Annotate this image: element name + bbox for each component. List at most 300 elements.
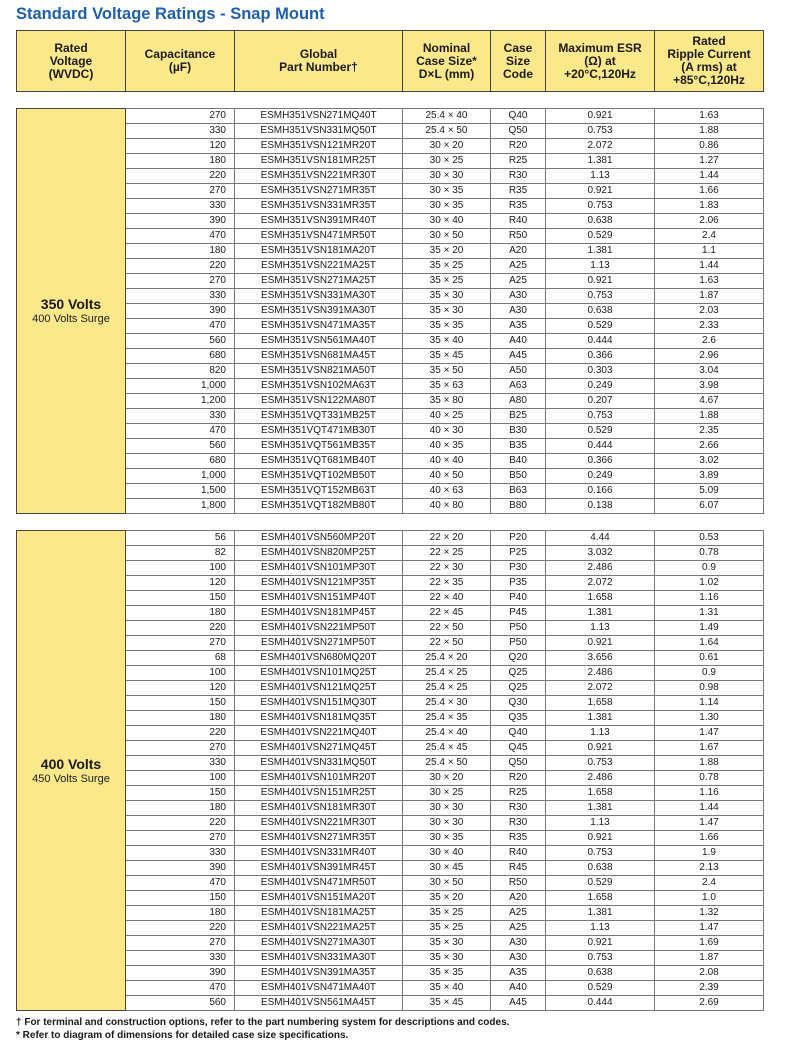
ripple-current-cell: 2.13 bbox=[655, 861, 764, 876]
part-number-cell: ESMH401VSN561MA45T bbox=[235, 996, 403, 1011]
case-code-cell: R45 bbox=[491, 861, 546, 876]
part-number-cell: ESMH351VSN271MA25T bbox=[235, 274, 403, 289]
capacitance-cell: 820 bbox=[126, 364, 235, 379]
case-size-cell: 25.4 × 35 bbox=[403, 711, 491, 726]
case-code-cell: Q50 bbox=[491, 756, 546, 771]
capacitance-cell: 120 bbox=[126, 681, 235, 696]
table-row bbox=[17, 334, 764, 349]
table-row bbox=[17, 666, 764, 681]
capacitance-cell: 270 bbox=[126, 831, 235, 846]
table-row bbox=[17, 756, 764, 771]
case-code-cell: R40 bbox=[491, 846, 546, 861]
case-code-cell: A20 bbox=[491, 891, 546, 906]
part-number-cell: ESMH351VSN391MA30T bbox=[235, 304, 403, 319]
case-size-cell: 35 × 30 bbox=[403, 304, 491, 319]
table-row bbox=[17, 454, 764, 469]
capacitance-cell: 220 bbox=[126, 259, 235, 274]
capacitance-cell: 330 bbox=[126, 124, 235, 139]
capacitance-cell: 220 bbox=[126, 621, 235, 636]
ripple-current-cell: 1.88 bbox=[655, 409, 764, 424]
table-row bbox=[17, 424, 764, 439]
part-number-cell: ESMH401VSN181MP45T bbox=[235, 606, 403, 621]
header-case-code bbox=[491, 31, 546, 92]
capacitance-cell: 330 bbox=[126, 756, 235, 771]
ripple-current-cell: 1.0 bbox=[655, 891, 764, 906]
capacitance-cell: 56 bbox=[126, 531, 235, 546]
table-row bbox=[17, 439, 764, 454]
header-rated-voltage bbox=[17, 31, 126, 92]
surge-label: 450 Volts Surge bbox=[32, 772, 110, 785]
case-size-cell: 22 × 35 bbox=[403, 576, 491, 591]
case-code-cell: R50 bbox=[491, 876, 546, 891]
part-number-cell: ESMH351VSN181MR25T bbox=[235, 154, 403, 169]
capacitance-cell: 220 bbox=[126, 169, 235, 184]
esr-cell: 0.638 bbox=[546, 304, 655, 319]
esr-cell: 0.529 bbox=[546, 229, 655, 244]
esr-cell: 1.381 bbox=[546, 244, 655, 259]
case-size-cell: 30 × 40 bbox=[403, 214, 491, 229]
capacitance-cell: 680 bbox=[126, 349, 235, 364]
esr-cell: 1.381 bbox=[546, 906, 655, 921]
esr-cell: 0.753 bbox=[546, 124, 655, 139]
case-code-cell: Q40 bbox=[491, 726, 546, 741]
case-code-cell: Q25 bbox=[491, 666, 546, 681]
table-row bbox=[17, 561, 764, 576]
esr-cell: 2.072 bbox=[546, 139, 655, 154]
ripple-current-cell: 1.83 bbox=[655, 199, 764, 214]
table-row bbox=[17, 154, 764, 169]
header-line: Capacitance bbox=[144, 47, 216, 61]
header-line: (µF) bbox=[168, 60, 192, 74]
esr-cell: 0.753 bbox=[546, 951, 655, 966]
case-size-cell: 25.4 × 30 bbox=[403, 696, 491, 711]
case-code-cell: Q20 bbox=[491, 651, 546, 666]
esr-cell: 1.658 bbox=[546, 891, 655, 906]
header-line: Global bbox=[299, 47, 338, 61]
footnote-terminal: † For terminal and construction options, refer to the part numbering system for descriptions and codes. bbox=[16, 1017, 510, 1028]
case-size-cell: 30 × 35 bbox=[403, 199, 491, 214]
footnotes bbox=[16, 1016, 509, 1042]
case-size-cell: 35 × 30 bbox=[403, 289, 491, 304]
case-code-cell: Q35 bbox=[491, 711, 546, 726]
table-row bbox=[17, 364, 764, 379]
ripple-current-cell: 1.27 bbox=[655, 154, 764, 169]
table-row bbox=[17, 394, 764, 409]
case-code-cell: A30 bbox=[491, 304, 546, 319]
table-row bbox=[17, 921, 764, 936]
header-line: Rated bbox=[54, 40, 88, 55]
part-number-cell: ESMH351VSN331MR35T bbox=[235, 199, 403, 214]
capacitance-cell: 180 bbox=[126, 154, 235, 169]
part-number-cell: ESMH401VSN221MR30T bbox=[235, 816, 403, 831]
case-size-cell: 25.4 × 40 bbox=[403, 726, 491, 741]
case-code-cell: R30 bbox=[491, 816, 546, 831]
ripple-current-cell: 1.63 bbox=[655, 109, 764, 124]
table-row bbox=[17, 696, 764, 711]
capacitance-cell: 180 bbox=[126, 906, 235, 921]
part-number-cell: ESMH401VSN391MA35T bbox=[235, 966, 403, 981]
capacitance-cell: 680 bbox=[126, 454, 235, 469]
part-number-cell: ESMH351VSN221MR30T bbox=[235, 169, 403, 184]
capacitance-cell: 470 bbox=[126, 876, 235, 891]
part-number-cell: ESMH351VSN331MA30T bbox=[235, 289, 403, 304]
table-row bbox=[17, 681, 764, 696]
capacitance-cell: 390 bbox=[126, 214, 235, 229]
capacitance-cell: 1,500 bbox=[126, 484, 235, 499]
ripple-current-cell: 1.88 bbox=[655, 756, 764, 771]
ripple-current-cell: 0.78 bbox=[655, 771, 764, 786]
ripple-current-cell: 2.4 bbox=[655, 229, 764, 244]
table-row bbox=[17, 816, 764, 831]
part-number-cell: ESMH351VQT681MB40T bbox=[235, 454, 403, 469]
part-number-cell: ESMH351VSN331MQ50T bbox=[235, 124, 403, 139]
esr-cell: 0.249 bbox=[546, 379, 655, 394]
capacitance-cell: 180 bbox=[126, 801, 235, 816]
part-number-cell: ESMH351VQT331MB25T bbox=[235, 409, 403, 424]
case-code-cell: A40 bbox=[491, 334, 546, 349]
case-size-cell: 35 × 63 bbox=[403, 379, 491, 394]
ripple-current-cell: 3.98 bbox=[655, 379, 764, 394]
part-number-cell: ESMH401VSN271MR35T bbox=[235, 831, 403, 846]
ripple-current-cell: 2.66 bbox=[655, 439, 764, 454]
table-row bbox=[17, 109, 764, 124]
ripple-current-cell: 1.16 bbox=[655, 591, 764, 606]
capacitance-cell: 270 bbox=[126, 274, 235, 289]
table-row bbox=[17, 289, 764, 304]
table-row bbox=[17, 349, 764, 364]
case-size-cell: 22 × 45 bbox=[403, 606, 491, 621]
case-size-cell: 22 × 50 bbox=[403, 621, 491, 636]
case-size-cell: 40 × 50 bbox=[403, 469, 491, 484]
case-code-cell: Q25 bbox=[491, 681, 546, 696]
case-code-cell: R35 bbox=[491, 184, 546, 199]
part-number-cell: ESMH401VSN820MP25T bbox=[235, 546, 403, 561]
esr-cell: 2.486 bbox=[546, 666, 655, 681]
ripple-current-cell: 1.44 bbox=[655, 259, 764, 274]
capacitance-cell: 68 bbox=[126, 651, 235, 666]
ripple-current-cell: 1.02 bbox=[655, 576, 764, 591]
case-size-cell: 40 × 63 bbox=[403, 484, 491, 499]
header-line: Voltage bbox=[49, 53, 93, 68]
table-row bbox=[17, 531, 764, 546]
ripple-current-cell: 1.88 bbox=[655, 124, 764, 139]
part-number-cell: ESMH351VQT182MB80T bbox=[235, 499, 403, 514]
esr-cell: 0.921 bbox=[546, 741, 655, 756]
case-size-cell: 35 × 25 bbox=[403, 921, 491, 936]
capacitance-cell: 150 bbox=[126, 891, 235, 906]
case-size-cell: 35 × 20 bbox=[403, 244, 491, 259]
ripple-current-cell: 1.64 bbox=[655, 636, 764, 651]
ripple-current-cell: 1.30 bbox=[655, 711, 764, 726]
capacitance-cell: 82 bbox=[126, 546, 235, 561]
capacitance-cell: 150 bbox=[126, 591, 235, 606]
header-line: Size bbox=[505, 53, 530, 68]
capacitance-cell: 1,800 bbox=[126, 499, 235, 514]
ripple-current-cell: 4.67 bbox=[655, 394, 764, 409]
case-size-cell: 35 × 25 bbox=[403, 906, 491, 921]
capacitance-cell: 470 bbox=[126, 981, 235, 996]
ripple-current-cell: 1.44 bbox=[655, 169, 764, 184]
case-code-cell: Q45 bbox=[491, 741, 546, 756]
table-row bbox=[17, 786, 764, 801]
capacitance-cell: 330 bbox=[126, 199, 235, 214]
case-code-cell: B40 bbox=[491, 454, 546, 469]
part-number-cell: ESMH401VSN151MQ30T bbox=[235, 696, 403, 711]
case-size-cell: 35 × 20 bbox=[403, 891, 491, 906]
ripple-current-cell: 1.16 bbox=[655, 786, 764, 801]
part-number-cell: ESMH351VSN271MR35T bbox=[235, 184, 403, 199]
esr-cell: 1.13 bbox=[546, 726, 655, 741]
capacitance-cell: 330 bbox=[126, 846, 235, 861]
header-line: (Ω) at bbox=[584, 53, 616, 68]
esr-cell: 0.753 bbox=[546, 756, 655, 771]
esr-cell: 0.638 bbox=[546, 861, 655, 876]
ripple-current-cell: 2.33 bbox=[655, 319, 764, 334]
table-row bbox=[17, 379, 764, 394]
part-number-cell: ESMH401VSN121MP35T bbox=[235, 576, 403, 591]
capacitance-cell: 220 bbox=[126, 921, 235, 936]
part-number-cell: ESMH351VQT152MB63T bbox=[235, 484, 403, 499]
table-row bbox=[17, 831, 764, 846]
ripple-current-cell: 1.67 bbox=[655, 741, 764, 756]
esr-cell: 1.13 bbox=[546, 816, 655, 831]
case-size-cell: 25.4 × 50 bbox=[403, 124, 491, 139]
ripple-current-cell: 1.32 bbox=[655, 906, 764, 921]
esr-cell: 1.13 bbox=[546, 621, 655, 636]
part-number-cell: ESMH401VSN101MQ25T bbox=[235, 666, 403, 681]
part-number-cell: ESMH351VSN221MA25T bbox=[235, 259, 403, 274]
part-number-cell: ESMH351VSN181MA20T bbox=[235, 244, 403, 259]
case-size-cell: 30 × 35 bbox=[403, 831, 491, 846]
capacitance-cell: 100 bbox=[126, 666, 235, 681]
table-row bbox=[17, 936, 764, 951]
case-code-cell: A45 bbox=[491, 349, 546, 364]
capacitance-cell: 560 bbox=[126, 334, 235, 349]
table-row bbox=[17, 741, 764, 756]
case-size-cell: 35 × 40 bbox=[403, 334, 491, 349]
case-size-cell: 35 × 25 bbox=[403, 259, 491, 274]
case-size-cell: 35 × 35 bbox=[403, 319, 491, 334]
header-row bbox=[17, 31, 764, 92]
capacitance-cell: 100 bbox=[126, 771, 235, 786]
case-code-cell: A80 bbox=[491, 394, 546, 409]
part-number-cell: ESMH351VSN271MQ40T bbox=[235, 109, 403, 124]
case-code-cell: B30 bbox=[491, 424, 546, 439]
esr-cell: 0.529 bbox=[546, 319, 655, 334]
part-number-cell: ESMH401VSN271MQ45T bbox=[235, 741, 403, 756]
part-number-cell: ESMH351VSN122MA80T bbox=[235, 394, 403, 409]
voltage-label: 350 Volts bbox=[40, 296, 102, 312]
case-code-cell: R20 bbox=[491, 771, 546, 786]
header-line: Rated bbox=[692, 34, 726, 48]
capacitance-cell: 120 bbox=[126, 139, 235, 154]
case-code-cell: B80 bbox=[491, 499, 546, 514]
case-code-cell: A45 bbox=[491, 996, 546, 1011]
capacitance-cell: 330 bbox=[126, 289, 235, 304]
case-code-cell: R35 bbox=[491, 199, 546, 214]
case-size-cell: 25.4 × 50 bbox=[403, 756, 491, 771]
case-size-cell: 30 × 45 bbox=[403, 861, 491, 876]
case-code-cell: P35 bbox=[491, 576, 546, 591]
part-number-cell: ESMH401VSN271MA30T bbox=[235, 936, 403, 951]
capacitance-cell: 180 bbox=[126, 244, 235, 259]
part-number-cell: ESMH401VSN471MR50T bbox=[235, 876, 403, 891]
case-size-cell: 30 × 20 bbox=[403, 771, 491, 786]
table-row bbox=[17, 184, 764, 199]
capacitance-cell: 150 bbox=[126, 786, 235, 801]
table-row bbox=[17, 591, 764, 606]
capacitance-cell: 390 bbox=[126, 861, 235, 876]
table-row bbox=[17, 711, 764, 726]
table-row bbox=[17, 484, 764, 499]
esr-cell: 0.444 bbox=[546, 334, 655, 349]
table-row bbox=[17, 891, 764, 906]
case-code-cell: R50 bbox=[491, 229, 546, 244]
case-size-cell: 22 × 40 bbox=[403, 591, 491, 606]
case-code-cell: R25 bbox=[491, 786, 546, 801]
ripple-current-cell: 2.35 bbox=[655, 424, 764, 439]
esr-cell: 2.486 bbox=[546, 771, 655, 786]
part-number-cell: ESMH351VSN561MA40T bbox=[235, 334, 403, 349]
case-size-cell: 35 × 45 bbox=[403, 996, 491, 1011]
table-row bbox=[17, 319, 764, 334]
capacitance-cell: 330 bbox=[126, 409, 235, 424]
capacitance-cell: 470 bbox=[126, 424, 235, 439]
esr-cell: 0.921 bbox=[546, 109, 655, 124]
table-row bbox=[17, 906, 764, 921]
ripple-current-cell: 1.44 bbox=[655, 801, 764, 816]
part-number-cell: ESMH401VSN221MP50T bbox=[235, 621, 403, 636]
part-number-cell: ESMH401VSN221MA25T bbox=[235, 921, 403, 936]
capacitance-cell: 560 bbox=[126, 996, 235, 1011]
capacitance-cell: 1,000 bbox=[126, 469, 235, 484]
case-code-cell: A50 bbox=[491, 364, 546, 379]
esr-cell: 3.032 bbox=[546, 546, 655, 561]
ripple-current-cell: 1.47 bbox=[655, 816, 764, 831]
case-size-cell: 35 × 40 bbox=[403, 981, 491, 996]
header-line: Maximum ESR bbox=[558, 40, 642, 55]
case-code-cell: Q30 bbox=[491, 696, 546, 711]
case-size-cell: 35 × 25 bbox=[403, 274, 491, 289]
case-size-cell: 35 × 30 bbox=[403, 951, 491, 966]
capacitance-cell: 220 bbox=[126, 726, 235, 741]
part-number-cell: ESMH401VSN391MR45T bbox=[235, 861, 403, 876]
part-number-cell: ESMH401VSN181MA25T bbox=[235, 906, 403, 921]
case-size-cell: 25.4 × 25 bbox=[403, 666, 491, 681]
esr-cell: 0.444 bbox=[546, 996, 655, 1011]
ripple-current-cell: 0.86 bbox=[655, 139, 764, 154]
case-code-cell: A25 bbox=[491, 906, 546, 921]
esr-cell: 0.529 bbox=[546, 876, 655, 891]
case-code-cell: P20 bbox=[491, 531, 546, 546]
header-line: (WVDC) bbox=[48, 66, 94, 81]
table-row bbox=[17, 846, 764, 861]
table-row bbox=[17, 546, 764, 561]
ripple-current-cell: 2.06 bbox=[655, 214, 764, 229]
esr-cell: 1.658 bbox=[546, 696, 655, 711]
esr-cell: 1.13 bbox=[546, 169, 655, 184]
table-350-volts bbox=[16, 108, 764, 514]
esr-cell: 0.921 bbox=[546, 636, 655, 651]
case-size-cell: 30 × 50 bbox=[403, 229, 491, 244]
case-size-cell: 30 × 40 bbox=[403, 846, 491, 861]
case-size-cell: 30 × 50 bbox=[403, 876, 491, 891]
footnote-case-size: * Refer to diagram of dimensions for detailed case size specifications. bbox=[16, 1030, 349, 1041]
ripple-current-cell: 0.9 bbox=[655, 666, 764, 681]
capacitance-cell: 150 bbox=[126, 696, 235, 711]
ripple-current-cell: 1.66 bbox=[655, 184, 764, 199]
esr-cell: 0.138 bbox=[546, 499, 655, 514]
capacitance-cell: 1,200 bbox=[126, 394, 235, 409]
case-code-cell: Q50 bbox=[491, 124, 546, 139]
case-size-cell: 40 × 80 bbox=[403, 499, 491, 514]
header-line: +20°C,120Hz bbox=[564, 66, 636, 81]
esr-cell: 4.44 bbox=[546, 531, 655, 546]
case-size-cell: 22 × 25 bbox=[403, 546, 491, 561]
ripple-current-cell: 2.08 bbox=[655, 966, 764, 981]
part-number-cell: ESMH401VSN271MP50T bbox=[235, 636, 403, 651]
header-table bbox=[16, 30, 764, 92]
table-row bbox=[17, 199, 764, 214]
header-capacitance bbox=[126, 31, 235, 92]
esr-cell: 1.13 bbox=[546, 259, 655, 274]
case-size-cell: 30 × 35 bbox=[403, 184, 491, 199]
esr-cell: 0.921 bbox=[546, 831, 655, 846]
case-code-cell: P45 bbox=[491, 606, 546, 621]
case-code-cell: P50 bbox=[491, 621, 546, 636]
part-number-cell: ESMH351VQT471MB30T bbox=[235, 424, 403, 439]
case-code-cell: A30 bbox=[491, 289, 546, 304]
header-line: Nominal bbox=[422, 40, 471, 55]
case-code-cell: R40 bbox=[491, 214, 546, 229]
part-number-cell: ESMH401VSN151MR25T bbox=[235, 786, 403, 801]
case-code-cell: A25 bbox=[491, 259, 546, 274]
case-code-cell: A25 bbox=[491, 274, 546, 289]
case-code-cell: B50 bbox=[491, 469, 546, 484]
esr-cell: 0.921 bbox=[546, 274, 655, 289]
ripple-current-cell: 3.02 bbox=[655, 454, 764, 469]
table-row bbox=[17, 469, 764, 484]
esr-cell: 0.753 bbox=[546, 199, 655, 214]
esr-cell: 0.366 bbox=[546, 454, 655, 469]
part-number-cell: ESMH401VSN331MR40T bbox=[235, 846, 403, 861]
esr-cell: 0.529 bbox=[546, 424, 655, 439]
capacitance-cell: 560 bbox=[126, 439, 235, 454]
table-row bbox=[17, 621, 764, 636]
surge-label: 400 Volts Surge bbox=[32, 313, 110, 325]
case-code-cell: A40 bbox=[491, 981, 546, 996]
case-code-cell: A25 bbox=[491, 921, 546, 936]
esr-cell: 0.921 bbox=[546, 936, 655, 951]
ripple-current-cell: 3.89 bbox=[655, 469, 764, 484]
case-code-cell: R35 bbox=[491, 831, 546, 846]
ripple-current-cell: 0.53 bbox=[655, 531, 764, 546]
case-code-cell: R30 bbox=[491, 801, 546, 816]
part-number-cell: ESMH351VSN391MR40T bbox=[235, 214, 403, 229]
header-line: (A rms) at bbox=[681, 60, 737, 74]
case-code-cell: B63 bbox=[491, 484, 546, 499]
ripple-current-cell: 1.47 bbox=[655, 921, 764, 936]
part-number-cell: ESMH351VSN471MR50T bbox=[235, 229, 403, 244]
esr-cell: 0.249 bbox=[546, 469, 655, 484]
header-ripple-current bbox=[655, 31, 764, 92]
table-row bbox=[17, 304, 764, 319]
ripple-current-cell: 1.87 bbox=[655, 289, 764, 304]
part-number-cell: ESMH401VSN331MA30T bbox=[235, 951, 403, 966]
header-max-esr bbox=[546, 31, 655, 92]
esr-cell: 1.381 bbox=[546, 801, 655, 816]
case-size-cell: 30 × 25 bbox=[403, 154, 491, 169]
